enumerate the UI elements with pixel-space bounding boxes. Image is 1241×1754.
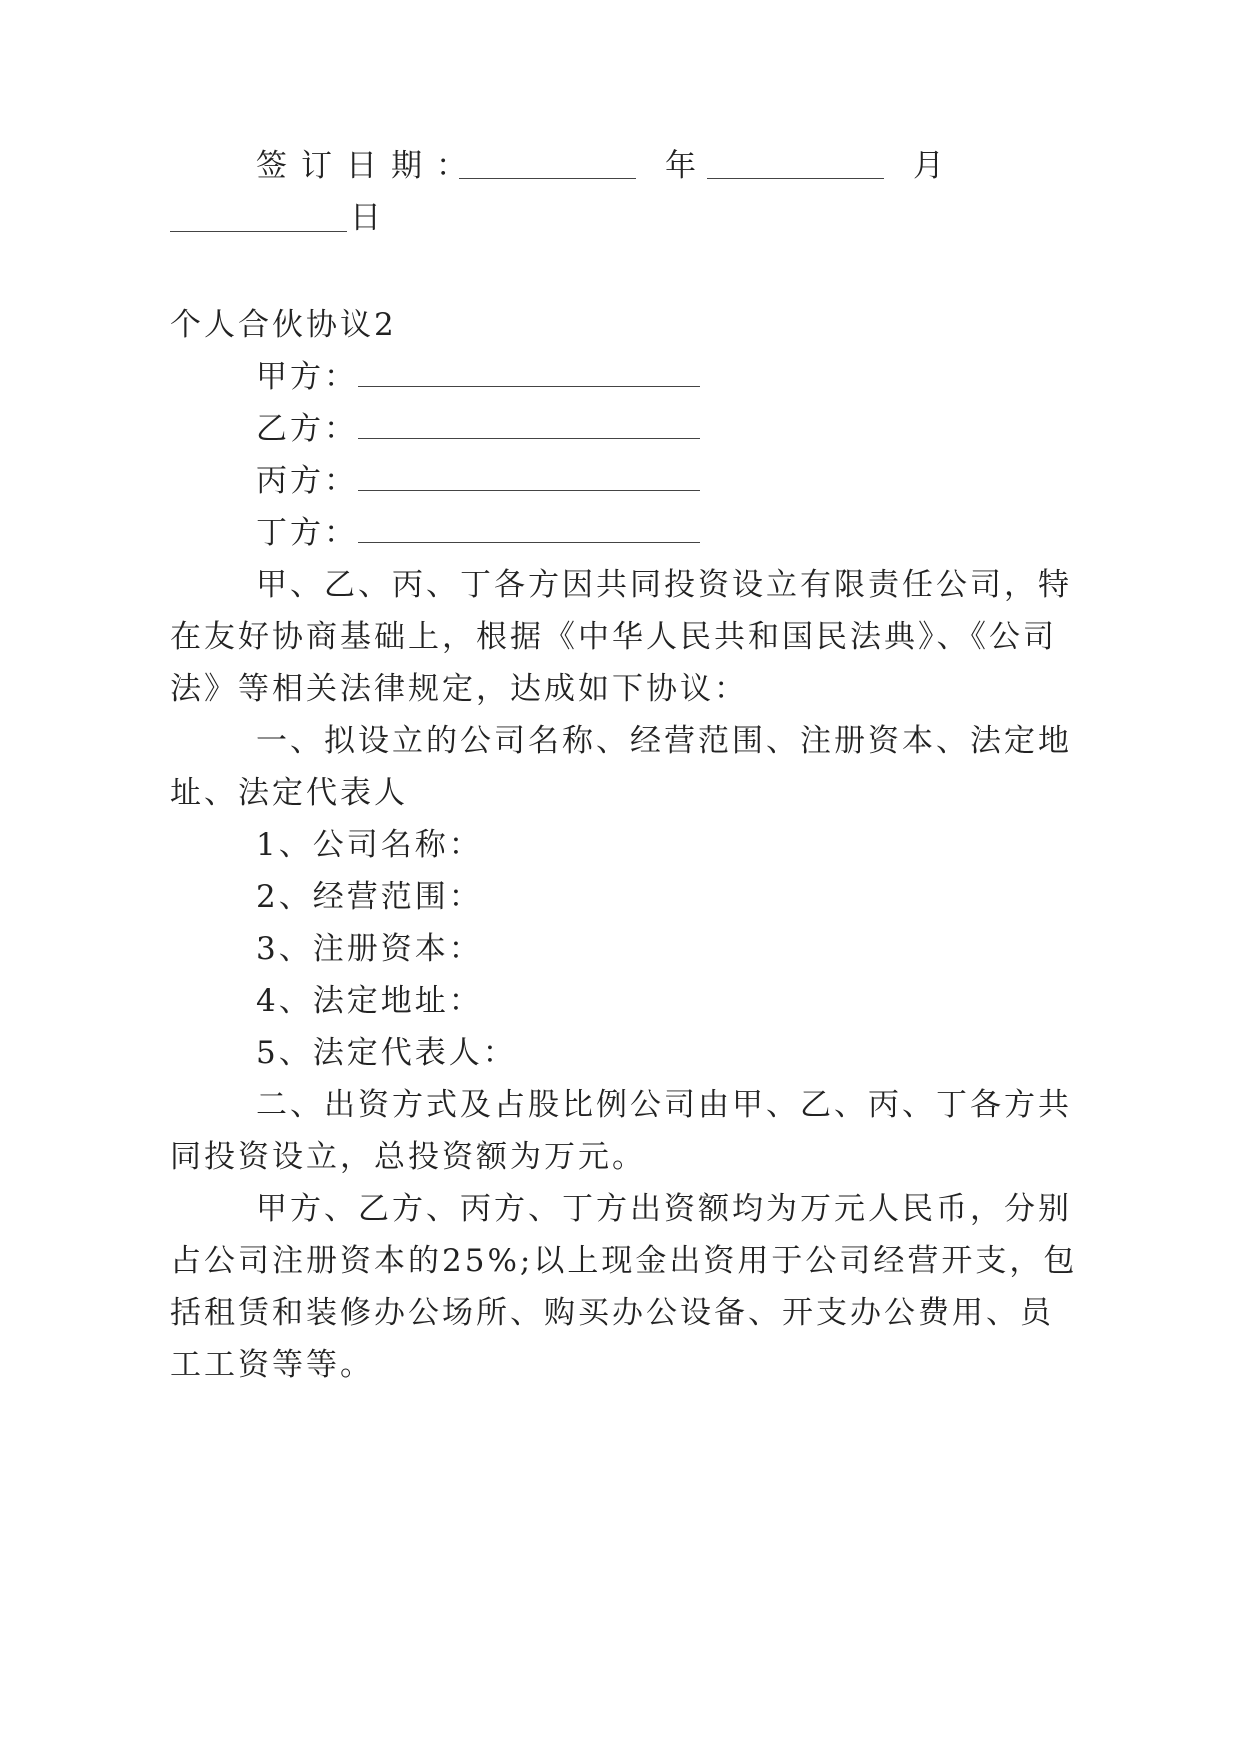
section1-item-4: 4、法定地址： xyxy=(256,983,483,1019)
party-c-label: 丙方： xyxy=(256,463,358,499)
section2-para-line-4: 工工资等等。 xyxy=(170,1347,374,1383)
section2-heading-line-1: 二、出资方式及占股比例公司由甲、乙、丙、丁各方共 xyxy=(256,1087,1072,1123)
section1-item-1: 1、公司名称： xyxy=(256,827,483,863)
preamble-line-2: 在友好协商基础上，根据《中华人民共和国民法典》、《公司 xyxy=(170,619,1057,655)
section2-para-line-3: 括租赁和装修办公场所、购买办公设备、开支办公费用、员 xyxy=(170,1295,1054,1331)
section1-item-2: 2、经营范围： xyxy=(256,879,483,915)
preamble-line-3: 法》等相关法律规定，达成如下协议： xyxy=(170,671,748,707)
party-a-label: 甲方： xyxy=(256,359,358,395)
party-b-label: 乙方： xyxy=(256,411,358,447)
month-blank xyxy=(707,150,884,179)
section2-para-line-1: 甲方、乙方、丙方、丁方出资额均为万元人民币，分别 xyxy=(256,1191,1072,1227)
party-d-blank xyxy=(358,514,700,543)
signing-date-label: 签订日期： xyxy=(256,148,481,184)
party-d-label: 丁方： xyxy=(256,515,358,551)
party-c-line xyxy=(256,457,1051,505)
party-d-line xyxy=(256,509,1051,557)
document-title: 个人合伙协议2 xyxy=(170,307,397,343)
party-a-blank xyxy=(358,358,700,387)
preamble-line-1: 甲、乙、丙、丁各方因共同投资设立有限责任公司，特 xyxy=(256,567,1072,603)
section2-para-line-2: 占公司注册资本的25%;以上现金出资用于公司经营开支，包 xyxy=(170,1243,1078,1279)
party-c-blank xyxy=(358,462,700,491)
section1-item-5: 5、法定代表人： xyxy=(256,1035,517,1071)
party-b-line xyxy=(256,405,1051,453)
day-label: 日 xyxy=(350,200,381,236)
party-a-line xyxy=(256,353,1051,401)
section1-heading-line-2: 址、法定代表人 xyxy=(170,775,408,811)
day-blank xyxy=(170,203,347,232)
section1-item-3: 3、注册资本： xyxy=(256,931,483,967)
section2-heading-line-2: 同投资设立，总投资额为万元。 xyxy=(170,1139,646,1175)
month-label: 月 xyxy=(913,148,944,184)
year-blank xyxy=(459,150,636,179)
year-label: 年 xyxy=(665,148,696,184)
section1-heading-line-1: 一、拟设立的公司名称、经营范围、注册资本、法定地 xyxy=(256,723,1072,759)
party-b-blank xyxy=(358,410,700,439)
